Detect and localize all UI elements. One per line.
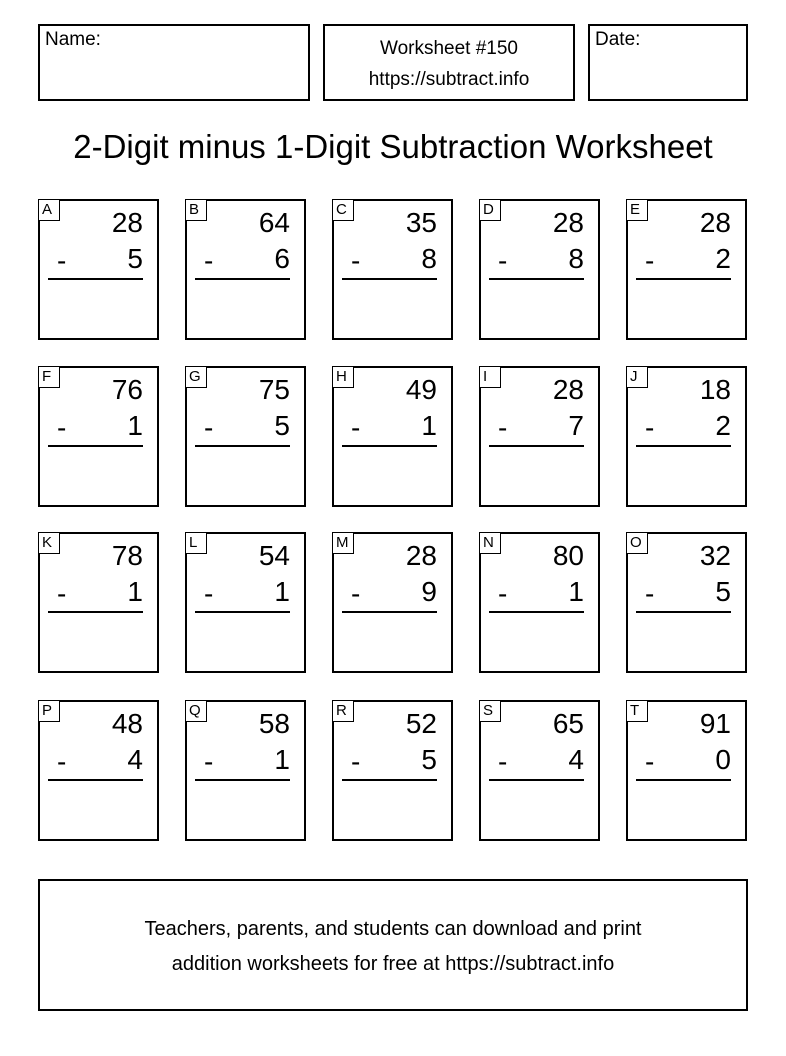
minus-sign: - bbox=[57, 746, 67, 777]
problem-label: D bbox=[479, 199, 501, 221]
minus-sign: - bbox=[498, 578, 508, 609]
problem-label: O bbox=[626, 532, 648, 554]
subtrahend: 2 bbox=[715, 410, 731, 441]
subtrahend: 1 bbox=[274, 576, 290, 607]
minuend: 78 bbox=[111, 540, 143, 571]
problem-label: S bbox=[479, 700, 501, 722]
minuend: 91 bbox=[699, 708, 731, 739]
minuend: 48 bbox=[111, 708, 143, 739]
problem-label: R bbox=[332, 700, 354, 722]
problem-label: I bbox=[479, 366, 501, 388]
minuend: 28 bbox=[552, 374, 584, 405]
minus-sign: - bbox=[204, 412, 214, 443]
minus-sign: - bbox=[645, 245, 655, 276]
problem-label: T bbox=[626, 700, 648, 722]
subtrahend: 4 bbox=[568, 744, 584, 775]
problem-box bbox=[626, 700, 747, 841]
subtrahend: 5 bbox=[274, 410, 290, 441]
answer-line bbox=[489, 611, 584, 613]
answer-line bbox=[48, 611, 143, 613]
problem-label: G bbox=[185, 366, 207, 388]
problem-box bbox=[38, 366, 159, 507]
subtrahend: 0 bbox=[715, 744, 731, 775]
problem-box bbox=[626, 199, 747, 340]
problem-box bbox=[479, 700, 600, 841]
problem-box bbox=[626, 532, 747, 673]
problem-label: K bbox=[38, 532, 60, 554]
problem-box bbox=[332, 532, 453, 673]
problem-box bbox=[332, 700, 453, 841]
problem-label: L bbox=[185, 532, 207, 554]
problem-box bbox=[332, 366, 453, 507]
minuend: 28 bbox=[405, 540, 437, 571]
minus-sign: - bbox=[645, 578, 655, 609]
minus-sign: - bbox=[57, 412, 67, 443]
worksheet-number: Worksheet #150 bbox=[379, 38, 518, 59]
problem-label: C bbox=[332, 199, 354, 221]
answer-line bbox=[195, 278, 290, 280]
answer-line bbox=[636, 278, 731, 280]
problem-label: A bbox=[38, 199, 60, 221]
minus-sign: - bbox=[204, 578, 214, 609]
minuend: 32 bbox=[699, 540, 731, 571]
minus-sign: - bbox=[645, 412, 655, 443]
problem-label: E bbox=[626, 199, 648, 221]
problem-box bbox=[185, 532, 306, 673]
minuend: 65 bbox=[552, 708, 584, 739]
minuend: 80 bbox=[552, 540, 584, 571]
minus-sign: - bbox=[351, 746, 361, 777]
date-label: Date: bbox=[595, 29, 641, 50]
answer-line bbox=[195, 445, 290, 447]
answer-line bbox=[636, 445, 731, 447]
problem-box bbox=[38, 532, 159, 673]
answer-line bbox=[636, 779, 731, 781]
problem-label: Q bbox=[185, 700, 207, 722]
footer-box bbox=[38, 879, 748, 1011]
minus-sign: - bbox=[351, 578, 361, 609]
problem-box bbox=[479, 199, 600, 340]
minus-sign: - bbox=[498, 412, 508, 443]
minuend: 28 bbox=[699, 207, 731, 238]
minuend: 75 bbox=[258, 374, 290, 405]
answer-line bbox=[489, 278, 584, 280]
problem-label: H bbox=[332, 366, 354, 388]
subtrahend: 4 bbox=[127, 744, 143, 775]
footer-line-1: Teachers, parents, and students can download and print bbox=[144, 918, 642, 940]
problem-label: J bbox=[626, 366, 648, 388]
minuend: 35 bbox=[405, 207, 437, 238]
answer-line bbox=[489, 445, 584, 447]
subtrahend: 1 bbox=[421, 410, 437, 441]
minuend: 18 bbox=[699, 374, 731, 405]
subtrahend: 9 bbox=[421, 576, 437, 607]
minuend: 49 bbox=[405, 374, 437, 405]
minus-sign: - bbox=[498, 746, 508, 777]
name-label: Name: bbox=[45, 29, 101, 50]
problem-label: P bbox=[38, 700, 60, 722]
problem-box bbox=[185, 199, 306, 340]
minus-sign: - bbox=[204, 245, 214, 276]
name-field-box bbox=[38, 24, 310, 101]
minus-sign: - bbox=[645, 746, 655, 777]
subtrahend: 1 bbox=[568, 576, 584, 607]
answer-line bbox=[195, 779, 290, 781]
answer-line bbox=[342, 779, 437, 781]
problem-box bbox=[479, 532, 600, 673]
worksheet-title: 2-Digit minus 1-Digit Subtraction Worksheet bbox=[73, 128, 713, 165]
answer-line bbox=[489, 779, 584, 781]
problem-box bbox=[479, 366, 600, 507]
worksheet-info-box bbox=[323, 24, 575, 101]
problem-label: N bbox=[479, 532, 501, 554]
minuend: 76 bbox=[111, 374, 143, 405]
minus-sign: - bbox=[498, 245, 508, 276]
subtrahend: 6 bbox=[274, 243, 290, 274]
answer-line bbox=[48, 445, 143, 447]
worksheet-url: https://subtract.info bbox=[368, 69, 530, 90]
subtrahend: 1 bbox=[127, 410, 143, 441]
minuend: 28 bbox=[552, 207, 584, 238]
subtrahend: 2 bbox=[715, 243, 731, 274]
minuend: 54 bbox=[258, 540, 290, 571]
answer-line bbox=[342, 278, 437, 280]
subtrahend: 7 bbox=[568, 410, 584, 441]
minuend: 52 bbox=[405, 708, 437, 739]
problem-label: F bbox=[38, 366, 60, 388]
problem-box bbox=[38, 199, 159, 340]
problem-box bbox=[38, 700, 159, 841]
minus-sign: - bbox=[57, 578, 67, 609]
subtrahend: 8 bbox=[421, 243, 437, 274]
subtrahend: 1 bbox=[274, 744, 290, 775]
minuend: 28 bbox=[111, 207, 143, 238]
answer-line bbox=[342, 445, 437, 447]
answer-line bbox=[48, 278, 143, 280]
answer-line bbox=[342, 611, 437, 613]
problem-label: M bbox=[332, 532, 354, 554]
date-field-box bbox=[588, 24, 748, 101]
minus-sign: - bbox=[57, 245, 67, 276]
problem-box bbox=[626, 366, 747, 507]
minuend: 58 bbox=[258, 708, 290, 739]
answer-line bbox=[636, 611, 731, 613]
subtrahend: 8 bbox=[568, 243, 584, 274]
minus-sign: - bbox=[351, 412, 361, 443]
minuend: 64 bbox=[258, 207, 290, 238]
minus-sign: - bbox=[351, 245, 361, 276]
subtrahend: 5 bbox=[421, 744, 437, 775]
subtrahend: 5 bbox=[127, 243, 143, 274]
subtrahend: 1 bbox=[127, 576, 143, 607]
problem-box bbox=[185, 366, 306, 507]
problem-label: B bbox=[185, 199, 207, 221]
footer-line-2: addition worksheets for free at https://subtract.info bbox=[171, 953, 615, 975]
problem-box bbox=[185, 700, 306, 841]
answer-line bbox=[195, 611, 290, 613]
minus-sign: - bbox=[204, 746, 214, 777]
subtrahend: 5 bbox=[715, 576, 731, 607]
answer-line bbox=[48, 779, 143, 781]
problem-box bbox=[332, 199, 453, 340]
